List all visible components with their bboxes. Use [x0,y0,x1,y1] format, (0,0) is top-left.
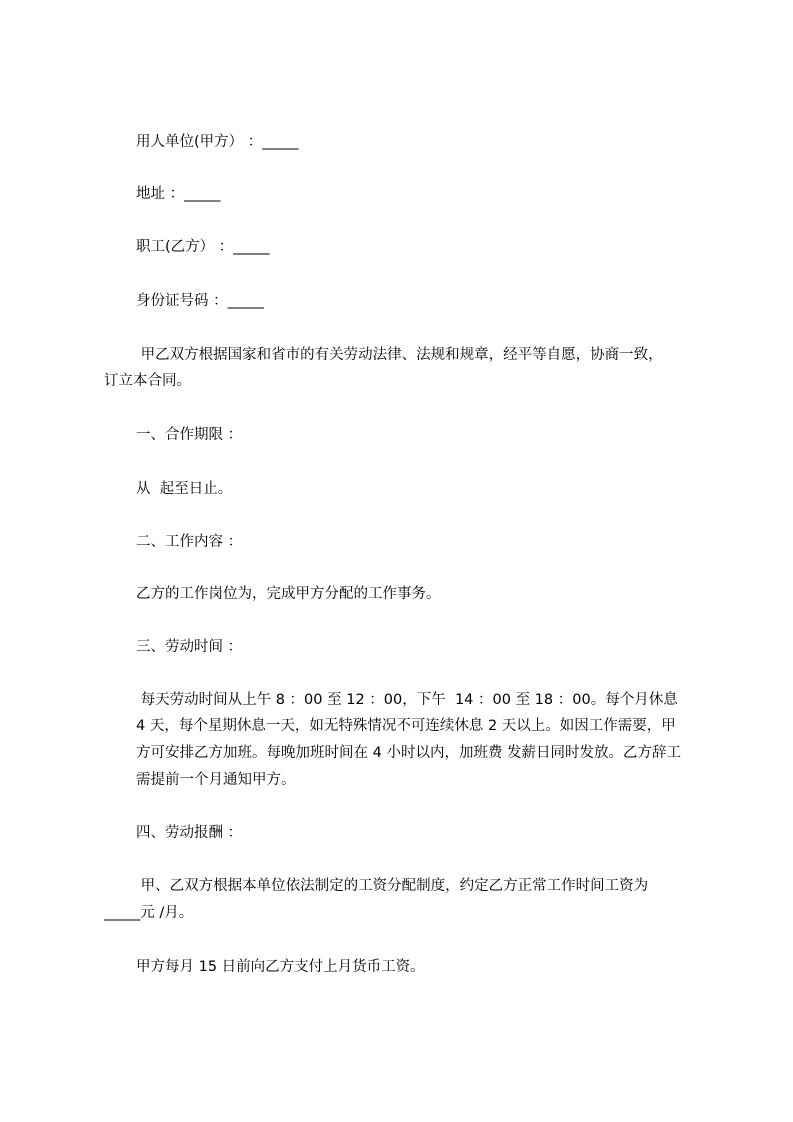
section-3-body-line-3: 方可安排乙方加班。每晚加班时间在 4 小时以内，加班费 发薪日同时发放。乙方辞工 [136,745,682,761]
section-3-body-line-4: 需提前一个月通知甲方。 [136,772,296,788]
section-2-body: 乙方的工作岗位为，完成甲方分配的工作事务。 [136,586,441,602]
section-1-body: 从 起至日止。 [136,481,233,497]
section-4-body-line-1: 甲、乙双方根据本单位依法制定的工资分配制度，约定乙方正常工作时间工资为 [136,878,649,894]
section-2-heading: 二、工作内容 ： [136,534,243,550]
employee-field: 职工(乙方） ：_____ [136,239,270,255]
section-3-body-line-2: 4 天，每个星期休息一天，如无特殊情况不可连续休息 2 天以上。如因工作需要，甲 [136,718,676,734]
id-number-field: 身份证号码 ：_____ [136,293,264,309]
employer-field: 用人单位(甲方） ：_____ [136,134,299,150]
section-1-heading: 一、合作期限 ： [136,427,243,443]
section-3-heading: 三、劳动时间 ： [136,639,243,655]
section-4-body-line-2: _____元 /月。 [104,905,194,921]
intro-paragraph-line-2: 订立本合同。 [104,373,191,389]
section-3-body-line-1: 每天劳动时间从上午 8 ：00 至 12 ：00，下午 14 ：00 至 18 ：00。每个月休息 [136,692,678,708]
section-4-heading: 四、劳动报酬 ： [136,825,243,841]
intro-paragraph-line-1: 甲乙双方根据国家和省市的有关劳动法律、法规和规章，经平等自愿，协商一致， [136,347,663,363]
address-field: 地址 ：_____ [136,186,221,202]
section-4-body-line-3: 甲方每月 15 日前向乙方支付上月货币工资。 [136,959,425,975]
